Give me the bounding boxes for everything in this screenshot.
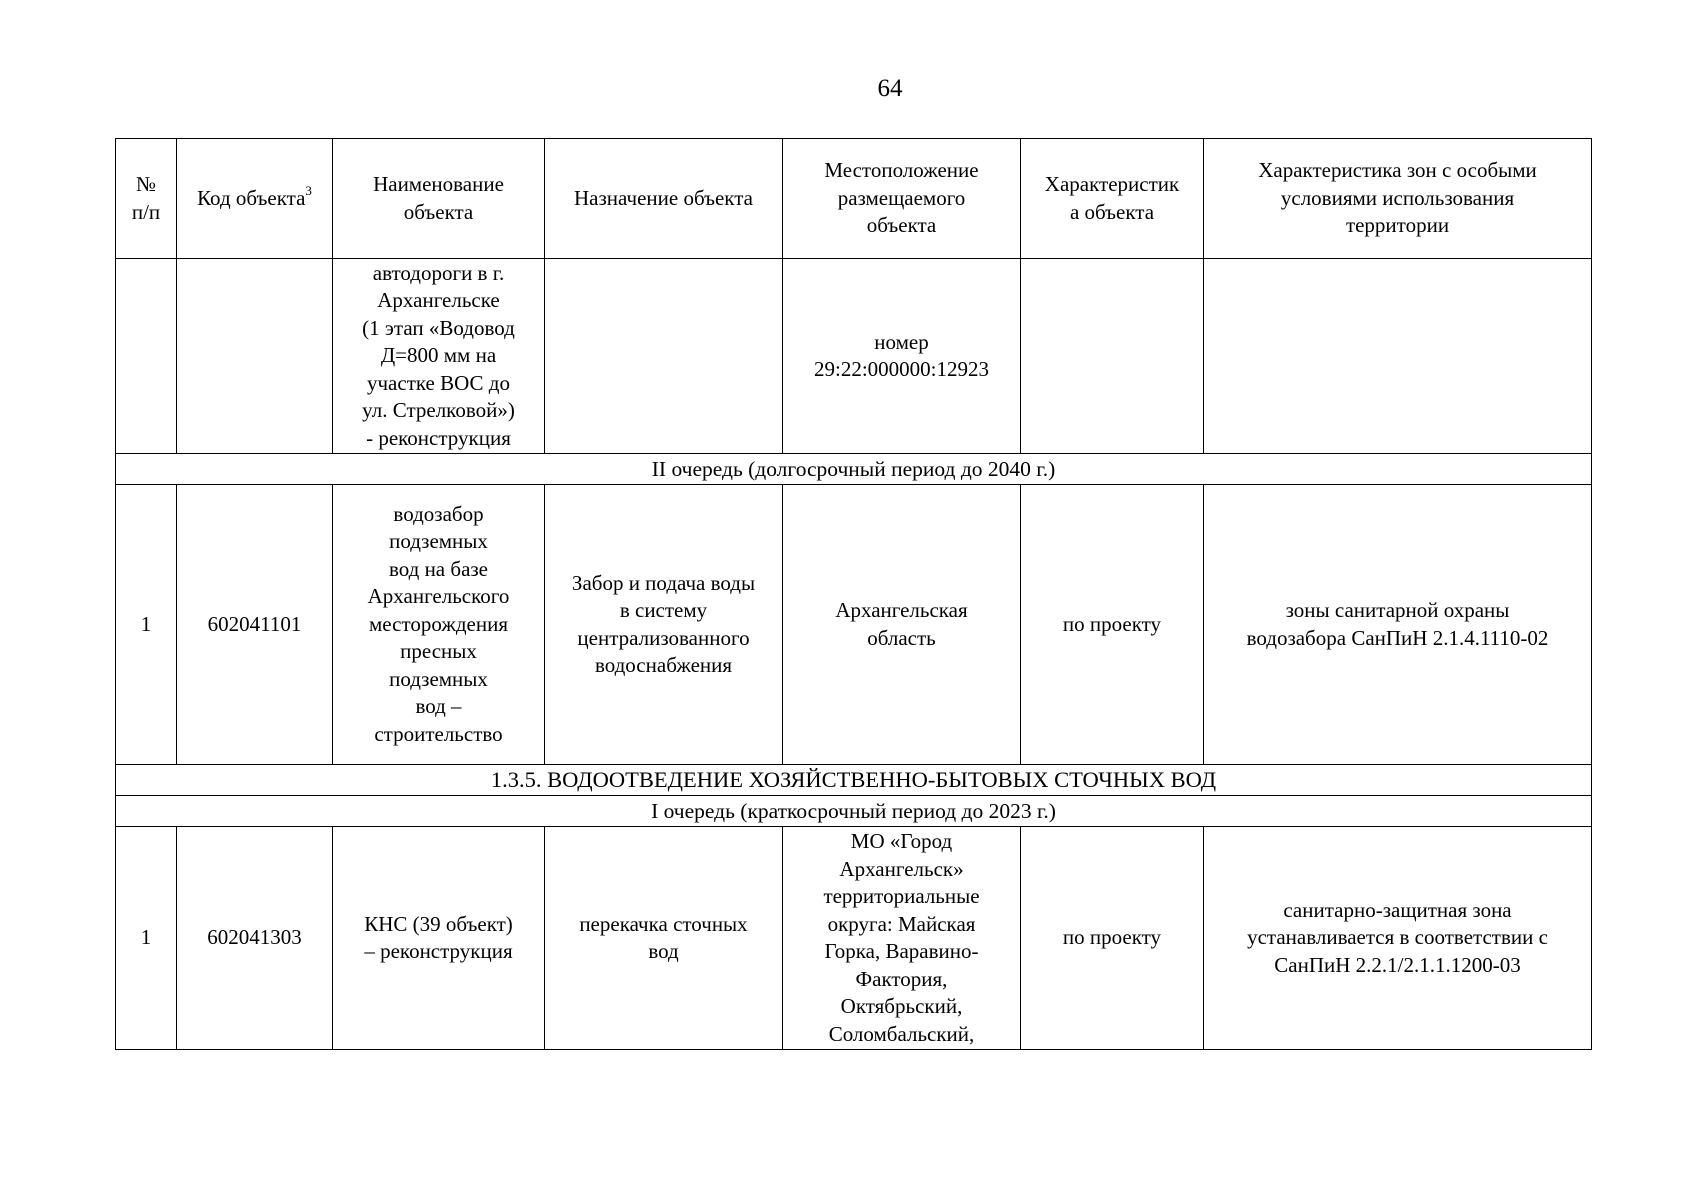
- cell-num: [116, 259, 177, 454]
- header-purpose: Назначение объекта: [545, 139, 783, 259]
- cell-zones: санитарно-защитная зона устанавливается в соответствии с СанПиН 2.2.1/2.1.1.1200-03: [1204, 827, 1592, 1050]
- table-row-continuation: [116, 259, 1592, 454]
- section-row-stage1: [116, 796, 1592, 827]
- cell-location: МО «Город Архангельск» территориальные округа: Майская Горка, Варавино- Фактория, Октябрьский, Соломбальский,: [783, 827, 1021, 1050]
- table-header-row: [116, 139, 1592, 259]
- section-title: I очередь (краткосрочный период до 2023 г.): [116, 796, 1592, 827]
- header-code: [177, 139, 333, 259]
- page-number: 64: [877, 75, 903, 102]
- cell-num: 1: [116, 485, 177, 765]
- section-title: II очередь (долгосрочный период до 2040 г.): [116, 454, 1592, 485]
- objects-table: [115, 138, 1592, 1050]
- header-code-label: Код объекта: [197, 185, 306, 210]
- header-num-text: № п/п: [131, 172, 161, 224]
- table-row-water-intake: [116, 485, 1592, 765]
- header-location: [783, 139, 1021, 259]
- cell-purpose: перекачка сточных вод: [545, 827, 783, 1050]
- cell-code: [177, 259, 333, 454]
- cell-location: Архангельская область: [783, 485, 1021, 765]
- footnote-mark: 3: [305, 182, 312, 198]
- header-zones-text: Характеристика зон с особыми условиями использования территории: [1258, 158, 1537, 238]
- header-num: [116, 139, 177, 259]
- table-row-kns: [116, 827, 1592, 1050]
- cell-name: водозабор подземных вод на базе Архангельского месторождения пресных подземных вод – строительство: [333, 485, 545, 765]
- cell-code: 602041303: [177, 827, 333, 1050]
- cell-zones: [1204, 259, 1592, 454]
- header-name-text: Наименование объекта: [373, 172, 504, 224]
- cell-purpose: [545, 259, 783, 454]
- header-name: [333, 139, 545, 259]
- section-row-stage2: [116, 454, 1592, 485]
- cell-name: автодороги в г. Архангельске (1 этап «Водовод Д=800 мм на участке ВОС до ул. Стрелковой») - реконструкция: [333, 259, 545, 454]
- cell-characteristic: по проекту: [1021, 827, 1204, 1050]
- cell-name: КНС (39 объект) – реконструкция: [333, 827, 545, 1050]
- section-heading: 1.3.5. ВОДООТВЕДЕНИЕ ХОЗЯЙСТВЕННО-БЫТОВЫХ СТОЧНЫХ ВОД: [116, 765, 1592, 796]
- cell-characteristic: по проекту: [1021, 485, 1204, 765]
- cell-purpose: Забор и подача воды в систему централизованного водоснабжения: [545, 485, 783, 765]
- header-characteristic: [1021, 139, 1204, 259]
- cell-location: номер 29:22:000000:12923: [783, 259, 1021, 454]
- cell-num: 1: [116, 827, 177, 1050]
- section-row-1-3-5: [116, 765, 1592, 796]
- header-location-text: Местоположение размещаемого объекта: [824, 158, 979, 238]
- cell-characteristic: [1021, 259, 1204, 454]
- cell-code: 602041101: [177, 485, 333, 765]
- cell-zones: зоны санитарной охраны водозабора СанПиН 2.1.4.1110-02: [1204, 485, 1592, 765]
- header-zones: [1204, 139, 1592, 259]
- header-characteristic-text: Характеристик а объекта: [1044, 172, 1180, 224]
